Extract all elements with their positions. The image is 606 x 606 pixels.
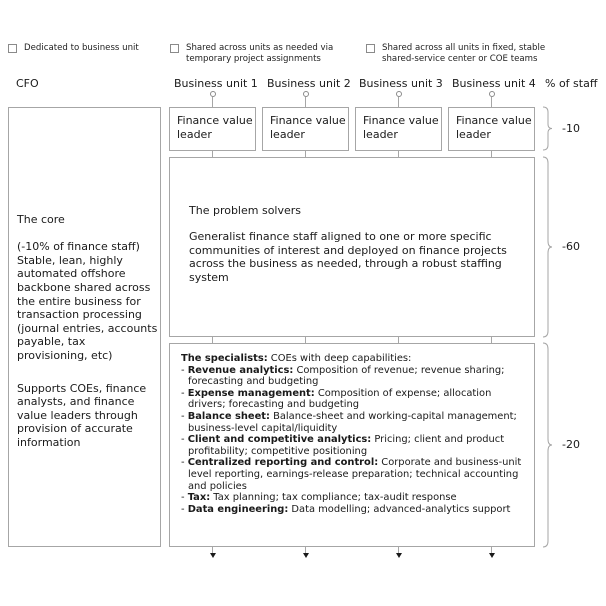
fvl-line1: Finance value xyxy=(363,114,439,127)
pct-leaders: -10 xyxy=(562,122,580,135)
fvl-line1: Finance value xyxy=(456,114,532,127)
item-name: Tax: xyxy=(187,492,211,504)
item-desc: Corporate and business-unit level reporting, earnings-release preparation; technical accounting and policies xyxy=(188,457,522,492)
business-unit-2-label: Business unit 2 xyxy=(267,77,351,90)
legend-label-line1: Shared across all units in fixed, stable xyxy=(382,43,546,53)
brace-problem-solvers-icon xyxy=(543,157,552,337)
checkbox-icon xyxy=(366,44,375,53)
specialists-box xyxy=(169,343,535,547)
pct-of-staff-label: % of staff xyxy=(545,77,598,90)
arrow-down-icon xyxy=(210,553,216,558)
item-desc: Balance-sheet and working-capital management; business-level capital/liquidity xyxy=(188,410,517,434)
item-name: Client and competitive analytics: xyxy=(187,434,372,446)
connector-line xyxy=(305,97,306,107)
problem-solvers-description: Generalist finance staff aligned to one or more specific communities of interest and deployed on finance projects across the business as needed, through a robust staffing system xyxy=(189,230,507,284)
legend-label: Dedicated to business unit xyxy=(24,43,139,53)
item-name: Centralized reporting and control: xyxy=(187,457,379,469)
arrow-down-icon xyxy=(303,553,309,558)
core-staff-share: (-10% of finance staff) xyxy=(17,240,140,254)
legend-label-line1: Shared across units as needed via xyxy=(186,43,334,53)
finance-value-leader-bu1 xyxy=(169,107,256,151)
brace-icons xyxy=(540,100,560,560)
specialist-item-centralized-reporting: - Centralized reporting and control: Corporate and business-unit level reporting, earnings-release preparation; technical accounting and policies xyxy=(181,457,522,492)
specialist-item-revenue-analytics: - Revenue analytics: Composition of revenue; revenue sharing; forecasting and budgeting xyxy=(181,364,505,388)
fvl-line1: Finance value xyxy=(270,114,346,127)
legend-label xyxy=(186,43,333,64)
legend-label xyxy=(382,43,545,64)
connector-dot xyxy=(210,91,216,97)
specialists-title-rest: COEs with deep capabilities: xyxy=(267,353,412,364)
specialist-item-tax: - Tax: Tax planning; tax compliance; tax-audit response xyxy=(181,492,457,504)
core-description: Stable, lean, highly automated offshore backbone shared across the entire business for transaction processing (journal entries, accounts payable, tax provisioning, etc) xyxy=(17,253,158,362)
item-name: Data engineering: xyxy=(187,503,289,515)
legend-label-line2: shared-service center or COE teams xyxy=(382,53,538,64)
item-desc: Composition of expense; allocation drivers; forecasting and budgeting xyxy=(188,387,492,411)
arrow-down-icon xyxy=(396,553,402,558)
item-name: Revenue analytics: xyxy=(187,364,294,376)
brace-specialists-icon xyxy=(543,343,552,547)
specialist-item-expense-management: - Expense management: Composition of expense; allocation drivers; forecasting and budgeting xyxy=(181,387,492,411)
specialists-title-bold: The specialists: xyxy=(181,353,268,364)
connector-dot xyxy=(303,91,309,97)
fvl-line2: leader xyxy=(270,127,305,141)
checkbox-icon xyxy=(8,44,17,53)
legend-label-line2: temporary project assignments xyxy=(186,53,321,64)
fvl-line2: leader xyxy=(363,127,398,141)
finance-value-leader-bu4 xyxy=(448,107,535,151)
core-box xyxy=(8,107,161,547)
business-unit-4-label: Business unit 4 xyxy=(452,77,536,90)
connector-dot xyxy=(396,91,402,97)
fvl-line1: Finance value xyxy=(177,114,253,127)
specialist-item-balance-sheet: - Balance sheet: Balance-sheet and working-capital management; business-level capital/liquidity xyxy=(181,410,517,434)
item-name: Expense management: xyxy=(187,387,315,399)
item-desc: Pricing; client and product profitability; competitive positioning xyxy=(188,434,505,457)
pct-specialists: -20 xyxy=(562,438,580,451)
problem-solvers-box xyxy=(169,157,535,337)
connector-line xyxy=(398,97,399,107)
fvl-line2: leader xyxy=(456,127,491,141)
fvl-line2: leader xyxy=(177,127,212,141)
business-unit-3-label: Business unit 3 xyxy=(359,77,443,90)
connector-dot xyxy=(489,91,495,97)
connector-line xyxy=(491,97,492,107)
item-desc: Composition of revenue; revenue sharing; forecasting and budgeting xyxy=(188,364,505,388)
arrow-down-icon xyxy=(489,553,495,558)
specialist-item-data-engineering: - Data engineering: Data modelling; advanced-analytics support xyxy=(181,503,511,515)
cfo-label: CFO xyxy=(16,77,39,90)
core-support: Supports COEs, finance analysts, and finance value leaders through provision of accurate information xyxy=(17,381,147,449)
brace-leaders-icon xyxy=(543,107,552,150)
core-title: The core xyxy=(17,213,65,226)
business-unit-1-label: Business unit 1 xyxy=(174,77,258,90)
checkbox-icon xyxy=(170,44,179,53)
specialist-item-client-competitive: - Client and competitive analytics: Pricing; client and product profitability; competitive positioning xyxy=(181,434,505,457)
finance-value-leader-bu3 xyxy=(355,107,442,151)
specialists-title xyxy=(181,353,531,365)
item-desc: Tax planning; tax compliance; tax-audit response xyxy=(210,492,457,504)
problem-solvers-title: The problem solvers xyxy=(189,204,302,217)
connector-line xyxy=(212,97,213,107)
finance-value-leader-bu2 xyxy=(262,107,349,151)
pct-problem-solvers: -60 xyxy=(562,240,580,253)
item-name: Balance sheet: xyxy=(187,410,270,422)
item-desc: Data modelling; advanced-analytics support xyxy=(288,503,511,515)
